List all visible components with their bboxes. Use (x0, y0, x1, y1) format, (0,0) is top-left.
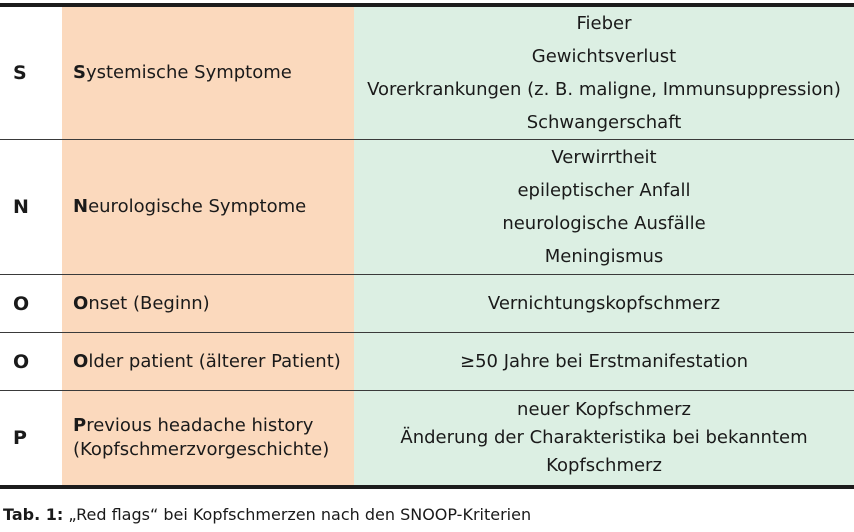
row-letter: O (0, 275, 62, 332)
criterion: Änderung der Charakteristika bei bekanntem (400, 427, 808, 448)
row-name-text: nset (Beginn) (88, 292, 210, 314)
criterion: Verwirrtheit (551, 147, 657, 168)
row-letter: O (0, 333, 62, 390)
row-name-text: lder patient (älterer Patient) (88, 350, 341, 372)
caption-text: „Red flags“ bei Kopfschmerzen nach den SNOOP-Kriterien (63, 505, 532, 524)
criterion: Vernichtungskopfschmerz (487, 293, 721, 314)
row-name-initial: O (73, 350, 89, 372)
criterion: Schwangerschaft (526, 112, 682, 133)
row-name-initial: S (73, 62, 86, 83)
criterion: Gewichtsverlust (531, 46, 677, 67)
row-name (62, 140, 354, 274)
table-caption (3, 505, 531, 524)
row-name-text: eurologische Symptome (88, 196, 307, 217)
row-name (62, 275, 354, 332)
row-criteria (354, 275, 854, 332)
row-name (62, 7, 354, 139)
row-name-initial: O (73, 292, 89, 314)
table-bottom-rule (0, 485, 854, 489)
criterion: Meningismus (544, 246, 664, 267)
row-name-initial: P (73, 415, 87, 436)
snoop-table (0, 3, 854, 489)
row-name-text: ystemische Symptome (85, 62, 292, 83)
table-row (0, 332, 854, 390)
criterion: ≥50 Jahre bei Erstmanifestation (459, 351, 749, 372)
row-name (62, 391, 354, 485)
criterion: neurologische Ausfälle (502, 213, 706, 234)
row-letter: P (0, 391, 62, 485)
row-name-text: revious headache history (86, 415, 314, 436)
criterion: neuer Kopfschmerz (517, 399, 691, 420)
row-name-subtext: (Kopfschmerzvorgeschichte) (73, 439, 330, 460)
row-name-initial: N (73, 196, 89, 217)
criterion: Fieber (576, 13, 632, 34)
row-criteria (354, 391, 854, 485)
row-name (62, 333, 354, 390)
row-criteria (354, 333, 854, 390)
table-row (0, 390, 854, 485)
row-criteria (354, 140, 854, 274)
row-letter: N (0, 140, 62, 274)
row-criteria (354, 7, 854, 139)
criterion: Vorerkrankungen (z. B. maligne, Immunsuppression) (367, 79, 841, 100)
criterion: Kopfschmerz (546, 455, 662, 476)
table-row (0, 139, 854, 274)
table-row (0, 7, 854, 139)
caption-label: Tab. 1: (3, 505, 64, 524)
criterion: epileptischer Anfall (517, 180, 691, 201)
row-letter: S (0, 7, 62, 139)
table-row (0, 274, 854, 332)
